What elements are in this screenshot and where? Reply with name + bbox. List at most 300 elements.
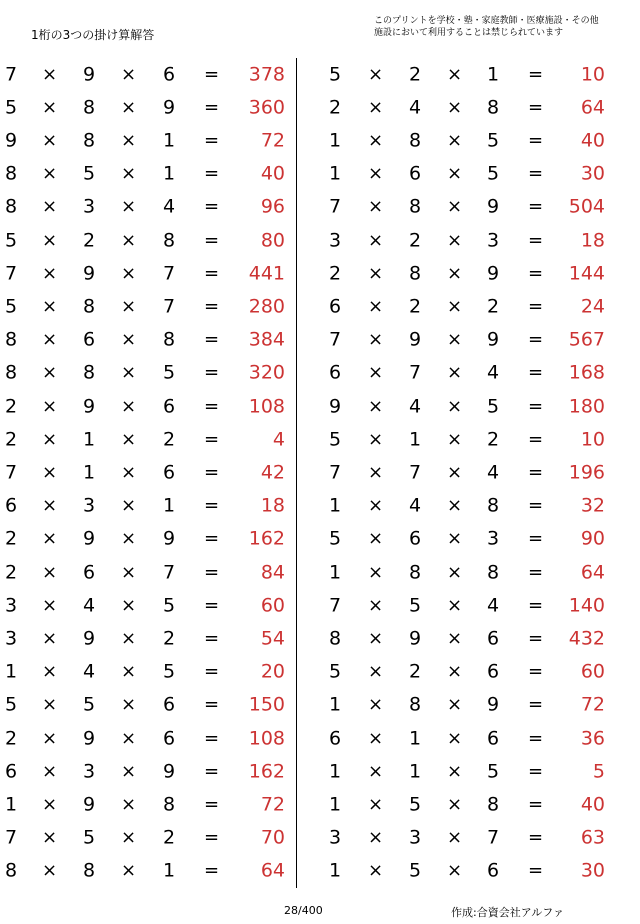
- equals-sign: =: [204, 262, 220, 284]
- times-sign: ×: [121, 661, 137, 683]
- times-sign: ×: [447, 794, 463, 816]
- answer: 64: [580, 96, 605, 119]
- first-factor: 6: [329, 361, 342, 384]
- answer: 80: [260, 229, 285, 252]
- first-factor: 7: [329, 195, 342, 218]
- equals-sign: =: [204, 827, 220, 849]
- usage-notice: このプリントを学校・塾・家庭教師・医療施設・その他 施設において利用することは禁じられています: [374, 16, 599, 38]
- right-problem-column: [318, 58, 618, 888]
- times-sign: ×: [368, 628, 384, 650]
- times-sign: ×: [368, 727, 384, 749]
- second-factor: 1: [409, 760, 422, 783]
- times-sign: ×: [42, 528, 58, 550]
- third-factor: 4: [163, 195, 176, 218]
- second-factor: 2: [409, 660, 422, 683]
- answer: 384: [248, 328, 285, 351]
- problem-row: [0, 191, 296, 224]
- problem-row: [318, 456, 618, 489]
- times-sign: ×: [42, 362, 58, 384]
- third-factor: 2: [163, 428, 176, 451]
- equals-sign: =: [204, 362, 220, 384]
- first-factor: 6: [5, 760, 18, 783]
- third-factor: 1: [163, 129, 176, 152]
- problem-row: [0, 523, 296, 556]
- second-factor: 4: [83, 660, 96, 683]
- first-factor: 1: [329, 162, 342, 185]
- first-factor: 1: [329, 129, 342, 152]
- answer: 84: [260, 561, 285, 584]
- third-factor: 2: [487, 428, 500, 451]
- third-factor: 6: [487, 660, 500, 683]
- times-sign: ×: [447, 561, 463, 583]
- answer: 40: [260, 162, 285, 185]
- problem-row: [318, 390, 618, 423]
- problem-row: [0, 91, 296, 124]
- first-factor: 5: [5, 229, 18, 252]
- third-factor: 5: [487, 129, 500, 152]
- times-sign: ×: [42, 462, 58, 484]
- third-factor: 5: [163, 660, 176, 683]
- times-sign: ×: [368, 860, 384, 882]
- times-sign: ×: [42, 594, 58, 616]
- third-factor: 8: [487, 494, 500, 517]
- third-factor: 8: [487, 561, 500, 584]
- first-factor: 7: [329, 461, 342, 484]
- equals-sign: =: [528, 229, 544, 251]
- answer: 60: [580, 660, 605, 683]
- third-factor: 3: [487, 229, 500, 252]
- answer: 432: [568, 627, 605, 650]
- times-sign: ×: [368, 462, 384, 484]
- third-factor: 9: [487, 195, 500, 218]
- problem-row: [0, 290, 296, 323]
- answer: 40: [580, 793, 605, 816]
- third-factor: 7: [487, 826, 500, 849]
- first-factor: 1: [329, 561, 342, 584]
- second-factor: 8: [83, 129, 96, 152]
- first-factor: 1: [329, 859, 342, 882]
- times-sign: ×: [121, 163, 137, 185]
- equals-sign: =: [528, 694, 544, 716]
- first-factor: 8: [5, 361, 18, 384]
- equals-sign: =: [204, 727, 220, 749]
- times-sign: ×: [447, 329, 463, 351]
- second-factor: 9: [83, 527, 96, 550]
- answer: 36: [580, 727, 605, 750]
- third-factor: 1: [163, 494, 176, 517]
- times-sign: ×: [42, 827, 58, 849]
- second-factor: 6: [83, 328, 96, 351]
- equals-sign: =: [528, 462, 544, 484]
- times-sign: ×: [368, 794, 384, 816]
- times-sign: ×: [42, 760, 58, 782]
- answer: 32: [580, 494, 605, 517]
- answer: 18: [580, 229, 605, 252]
- second-factor: 3: [409, 826, 422, 849]
- second-factor: 9: [409, 627, 422, 650]
- problem-row: [318, 556, 618, 589]
- times-sign: ×: [42, 96, 58, 118]
- third-factor: 5: [487, 395, 500, 418]
- times-sign: ×: [121, 63, 137, 85]
- answer: 63: [580, 826, 605, 849]
- times-sign: ×: [121, 827, 137, 849]
- times-sign: ×: [447, 163, 463, 185]
- answer: 10: [580, 63, 605, 86]
- first-factor: 1: [5, 660, 18, 683]
- first-factor: 8: [329, 627, 342, 650]
- times-sign: ×: [368, 561, 384, 583]
- answer: 5: [592, 760, 605, 783]
- equals-sign: =: [528, 661, 544, 683]
- equals-sign: =: [528, 628, 544, 650]
- third-factor: 6: [163, 461, 176, 484]
- equals-sign: =: [204, 528, 220, 550]
- times-sign: ×: [368, 428, 384, 450]
- answer: 64: [580, 561, 605, 584]
- times-sign: ×: [447, 196, 463, 218]
- first-factor: 8: [5, 195, 18, 218]
- second-factor: 7: [409, 361, 422, 384]
- second-factor: 6: [409, 162, 422, 185]
- times-sign: ×: [121, 694, 137, 716]
- problem-row: [0, 855, 296, 888]
- answer: 72: [260, 793, 285, 816]
- times-sign: ×: [42, 262, 58, 284]
- times-sign: ×: [447, 661, 463, 683]
- third-factor: 7: [163, 295, 176, 318]
- second-factor: 2: [409, 63, 422, 86]
- third-factor: 6: [163, 727, 176, 750]
- third-factor: 9: [487, 328, 500, 351]
- equals-sign: =: [528, 561, 544, 583]
- problem-row: [0, 158, 296, 191]
- problem-row: [0, 357, 296, 390]
- third-factor: 5: [163, 594, 176, 617]
- answer: 10: [580, 428, 605, 451]
- equals-sign: =: [204, 794, 220, 816]
- problem-row: [0, 390, 296, 423]
- third-factor: 8: [487, 96, 500, 119]
- answer: 54: [260, 627, 285, 650]
- answer: 180: [568, 395, 605, 418]
- equals-sign: =: [528, 727, 544, 749]
- times-sign: ×: [447, 362, 463, 384]
- times-sign: ×: [121, 561, 137, 583]
- second-factor: 6: [83, 561, 96, 584]
- second-factor: 8: [409, 262, 422, 285]
- second-factor: 9: [83, 262, 96, 285]
- first-factor: 3: [329, 229, 342, 252]
- problem-row: [318, 523, 618, 556]
- first-factor: 5: [329, 527, 342, 550]
- times-sign: ×: [42, 561, 58, 583]
- answer: 360: [248, 96, 285, 119]
- author-credit: 作成:合資会社アルファ: [451, 906, 565, 919]
- first-factor: 1: [329, 693, 342, 716]
- problem-row: [0, 124, 296, 157]
- times-sign: ×: [121, 760, 137, 782]
- problem-row: [0, 224, 296, 257]
- equals-sign: =: [528, 262, 544, 284]
- problem-row: [318, 324, 618, 357]
- times-sign: ×: [368, 495, 384, 517]
- second-factor: 1: [83, 428, 96, 451]
- times-sign: ×: [368, 296, 384, 318]
- answer: 60: [260, 594, 285, 617]
- equals-sign: =: [204, 196, 220, 218]
- times-sign: ×: [368, 229, 384, 251]
- times-sign: ×: [121, 96, 137, 118]
- first-factor: 2: [329, 262, 342, 285]
- second-factor: 8: [409, 561, 422, 584]
- first-factor: 2: [329, 96, 342, 119]
- times-sign: ×: [447, 628, 463, 650]
- times-sign: ×: [121, 428, 137, 450]
- equals-sign: =: [528, 760, 544, 782]
- times-sign: ×: [447, 760, 463, 782]
- third-factor: 9: [487, 693, 500, 716]
- column-divider: [296, 58, 297, 888]
- third-factor: 2: [487, 295, 500, 318]
- second-factor: 9: [83, 793, 96, 816]
- equals-sign: =: [204, 163, 220, 185]
- equals-sign: =: [204, 130, 220, 151]
- problem-row: [318, 622, 618, 655]
- answer: 441: [248, 262, 285, 285]
- third-factor: 2: [163, 627, 176, 650]
- answer: 108: [248, 727, 285, 750]
- equals-sign: =: [204, 561, 220, 583]
- third-factor: 9: [163, 96, 176, 119]
- times-sign: ×: [121, 362, 137, 384]
- equals-sign: =: [204, 329, 220, 351]
- problem-row: [318, 124, 618, 157]
- times-sign: ×: [121, 860, 137, 882]
- answer: 196: [568, 461, 605, 484]
- third-factor: 4: [487, 361, 500, 384]
- times-sign: ×: [42, 130, 58, 151]
- answer: 30: [580, 859, 605, 882]
- times-sign: ×: [447, 130, 463, 151]
- equals-sign: =: [528, 528, 544, 550]
- third-factor: 7: [163, 262, 176, 285]
- equals-sign: =: [204, 860, 220, 882]
- times-sign: ×: [447, 594, 463, 616]
- first-factor: 7: [329, 328, 342, 351]
- first-factor: 7: [5, 63, 18, 86]
- times-sign: ×: [368, 329, 384, 351]
- problem-row: [318, 257, 618, 290]
- third-factor: 6: [163, 395, 176, 418]
- equals-sign: =: [204, 628, 220, 650]
- problem-row: [318, 191, 618, 224]
- equals-sign: =: [528, 329, 544, 351]
- second-factor: 9: [83, 395, 96, 418]
- second-factor: 8: [83, 295, 96, 318]
- second-factor: 4: [409, 494, 422, 517]
- times-sign: ×: [368, 262, 384, 284]
- first-factor: 5: [329, 660, 342, 683]
- page-number: 28/400: [284, 904, 323, 917]
- answer: 18: [260, 494, 285, 517]
- answer: 72: [580, 693, 605, 716]
- equals-sign: =: [204, 96, 220, 118]
- problem-row: [0, 788, 296, 821]
- times-sign: ×: [447, 96, 463, 118]
- second-factor: 5: [409, 859, 422, 882]
- page-title: 1桁の3つの掛け算解答: [31, 28, 155, 42]
- first-factor: 5: [329, 63, 342, 86]
- first-factor: 5: [5, 295, 18, 318]
- first-factor: 7: [5, 826, 18, 849]
- answer: 144: [568, 262, 605, 285]
- first-factor: 7: [5, 461, 18, 484]
- times-sign: ×: [42, 694, 58, 716]
- problem-row: [0, 822, 296, 855]
- answer: 162: [248, 760, 285, 783]
- problem-row: [0, 423, 296, 456]
- times-sign: ×: [42, 296, 58, 318]
- problem-row: [0, 324, 296, 357]
- third-factor: 2: [163, 826, 176, 849]
- first-factor: 2: [5, 727, 18, 750]
- third-factor: 4: [487, 594, 500, 617]
- equals-sign: =: [528, 594, 544, 616]
- equals-sign: =: [204, 661, 220, 683]
- first-factor: 1: [329, 793, 342, 816]
- third-factor: 1: [163, 859, 176, 882]
- second-factor: 4: [409, 395, 422, 418]
- problem-row: [318, 689, 618, 722]
- times-sign: ×: [368, 594, 384, 616]
- times-sign: ×: [42, 428, 58, 450]
- answer: 64: [260, 859, 285, 882]
- answer: 70: [260, 826, 285, 849]
- second-factor: 5: [83, 826, 96, 849]
- equals-sign: =: [528, 495, 544, 517]
- times-sign: ×: [42, 794, 58, 816]
- second-factor: 5: [83, 162, 96, 185]
- third-factor: 6: [163, 63, 176, 86]
- second-factor: 8: [409, 129, 422, 152]
- second-factor: 3: [83, 494, 96, 517]
- times-sign: ×: [447, 727, 463, 749]
- equals-sign: =: [528, 827, 544, 849]
- first-factor: 6: [329, 295, 342, 318]
- times-sign: ×: [42, 727, 58, 749]
- second-factor: 2: [409, 229, 422, 252]
- third-factor: 9: [487, 262, 500, 285]
- equals-sign: =: [204, 395, 220, 417]
- equals-sign: =: [528, 96, 544, 118]
- times-sign: ×: [121, 594, 137, 616]
- second-factor: 6: [409, 527, 422, 550]
- second-factor: 8: [409, 195, 422, 218]
- times-sign: ×: [42, 661, 58, 683]
- problem-row: [318, 855, 618, 888]
- problem-row: [0, 755, 296, 788]
- third-factor: 8: [163, 793, 176, 816]
- equals-sign: =: [528, 395, 544, 417]
- first-factor: 2: [5, 395, 18, 418]
- problem-row: [0, 722, 296, 755]
- answer: 567: [568, 328, 605, 351]
- problem-row: [318, 755, 618, 788]
- second-factor: 1: [409, 727, 422, 750]
- times-sign: ×: [368, 196, 384, 218]
- times-sign: ×: [447, 860, 463, 882]
- times-sign: ×: [121, 329, 137, 351]
- times-sign: ×: [447, 462, 463, 484]
- second-factor: 1: [83, 461, 96, 484]
- first-factor: 1: [5, 793, 18, 816]
- times-sign: ×: [447, 296, 463, 318]
- answer: 320: [248, 361, 285, 384]
- third-factor: 1: [163, 162, 176, 185]
- second-factor: 5: [409, 594, 422, 617]
- first-factor: 6: [329, 727, 342, 750]
- problem-row: [0, 589, 296, 622]
- equals-sign: =: [528, 196, 544, 218]
- problem-row: [318, 589, 618, 622]
- second-factor: 7: [409, 461, 422, 484]
- second-factor: 4: [409, 96, 422, 119]
- second-factor: 2: [83, 229, 96, 252]
- times-sign: ×: [447, 827, 463, 849]
- second-factor: 9: [83, 63, 96, 86]
- second-factor: 9: [409, 328, 422, 351]
- equals-sign: =: [204, 229, 220, 251]
- problem-row: [318, 490, 618, 523]
- problem-row: [318, 656, 618, 689]
- times-sign: ×: [121, 296, 137, 318]
- equals-sign: =: [204, 760, 220, 782]
- times-sign: ×: [368, 362, 384, 384]
- problem-row: [0, 456, 296, 489]
- third-factor: 9: [163, 527, 176, 550]
- problem-row: [0, 689, 296, 722]
- equals-sign: =: [528, 63, 544, 85]
- first-factor: 8: [5, 328, 18, 351]
- times-sign: ×: [368, 528, 384, 550]
- times-sign: ×: [42, 860, 58, 882]
- third-factor: 5: [487, 162, 500, 185]
- first-factor: 7: [329, 594, 342, 617]
- second-factor: 3: [83, 760, 96, 783]
- answer: 40: [580, 129, 605, 152]
- second-factor: 8: [409, 693, 422, 716]
- first-factor: 3: [329, 826, 342, 849]
- third-factor: 8: [163, 229, 176, 252]
- answer: 72: [260, 129, 285, 152]
- equals-sign: =: [204, 296, 220, 318]
- third-factor: 5: [163, 361, 176, 384]
- equals-sign: =: [204, 428, 220, 450]
- times-sign: ×: [121, 495, 137, 517]
- problem-row: [0, 656, 296, 689]
- equals-sign: =: [528, 428, 544, 450]
- times-sign: ×: [447, 428, 463, 450]
- times-sign: ×: [368, 760, 384, 782]
- times-sign: ×: [368, 827, 384, 849]
- times-sign: ×: [447, 395, 463, 417]
- times-sign: ×: [121, 794, 137, 816]
- times-sign: ×: [368, 395, 384, 417]
- equals-sign: =: [204, 462, 220, 484]
- times-sign: ×: [368, 96, 384, 118]
- times-sign: ×: [42, 196, 58, 218]
